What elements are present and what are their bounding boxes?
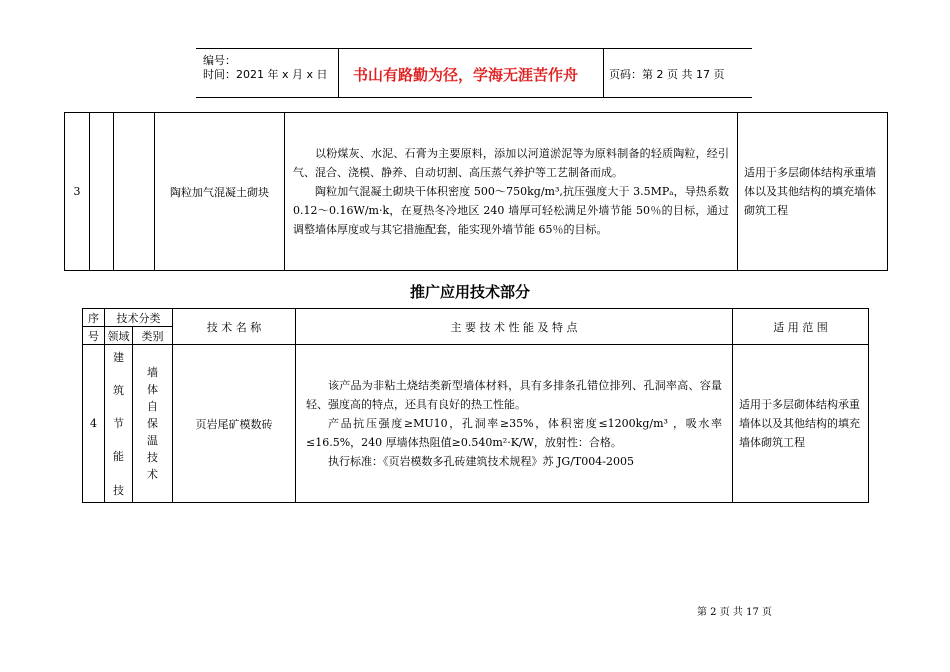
description-paragraph: 陶粒加气混凝土砌块干体积密度 500～750kg/m³,抗压强度大于 3.5MPₐ，导热系数 0.12～0.16W/m·k，在夏热冬冷地区 240 墙厚可轻松满足外墙节能 50％的目标，通过调整墙体厚度或与其它措施配套，能实现外墙节能 65％的目标。 (293, 185, 729, 236)
tech-description (296, 345, 733, 503)
header-field: 领域 (105, 327, 133, 345)
field-char: 建 (113, 350, 124, 364)
description-paragraph: 产品抗压强度≥MU10，孔洞率≥35%，体积密度≤1200kg/m³ ，吸水率≤16.5%，240 厚墙体热阻值≥0.540m²·K/W，放射性：合格。 (306, 417, 722, 449)
application-scope: 适用于多层砌体结构承重墙体以及其他结构的填充墙体砌筑工程 (738, 113, 888, 271)
table-row (83, 345, 869, 503)
type-char: 技 (147, 451, 158, 464)
table-row (65, 113, 888, 271)
description-paragraph: 该产品为非粘土烧结类新型墙体材料，具有多排条孔错位排列、孔洞率高、容量轻、强度高的特点，还具有良好的热工性能。 (306, 379, 722, 411)
header-seq-top: 序 (83, 309, 105, 327)
type-char: 自 (147, 400, 158, 413)
tech-table-continued (64, 112, 888, 271)
type-cell (133, 345, 173, 503)
header-divider-right (603, 48, 604, 97)
field-cell (90, 113, 114, 271)
tech-name: 页岩尾矿模数砖 (173, 345, 296, 503)
section-title: 推广应用技术部分 (410, 283, 531, 301)
header-type: 类别 (133, 327, 173, 345)
row-index: 3 (65, 113, 90, 271)
field-char: 筑 (113, 383, 124, 397)
type-char: 墙 (147, 366, 158, 379)
header-bottom-rule (196, 97, 752, 98)
type-char: 术 (147, 468, 158, 481)
tech-description (285, 113, 738, 271)
header-divider-left (338, 48, 339, 97)
field-char: 能 (113, 450, 124, 464)
header-motto: 书山有路勤为径，学海无涯苦作舟 (353, 66, 579, 84)
header-tech-name: 技 术 名 称 (173, 309, 296, 345)
description-paragraph: 执行标准：《页岩模数多孔砖建筑技术规程》苏 JG/T004-2005 (328, 455, 634, 468)
field-char: 技 (113, 483, 124, 497)
doc-number-label: 编号： (203, 54, 236, 67)
page-number-label: 页码：第 2 页 共 17 页 (609, 68, 725, 81)
type-char: 体 (147, 383, 158, 396)
header-features: 主 要 技 术 性 能 及 特 点 (296, 309, 733, 345)
type-char: 保 (147, 417, 158, 430)
application-scope: 适用于多层砌体结构承重墙体以及其他结构的填充墙体砌筑工程 (733, 345, 869, 503)
type-cell (114, 113, 155, 271)
description-paragraph: 以粉煤灰、水泥、石膏为主要原料，添加以河道淤泥等为原料制备的轻质陶粒，经引气、混合、浇模、静养、自动切割、高压蒸气养护等工艺制备而成。 (293, 147, 729, 179)
header-top-rule (196, 48, 752, 49)
tech-table (82, 308, 869, 503)
tech-name: 陶粒加气混凝土砌块 (155, 113, 285, 271)
header-category: 技术分类 (105, 309, 173, 327)
page-footer: 第 2 页 共 17 页 (697, 607, 772, 618)
table-header-row (83, 309, 869, 327)
doc-date-label: 时间：2021 年 x 月 x 日 (203, 68, 328, 81)
header-scope: 适 用 范 围 (733, 309, 869, 345)
type-char: 温 (147, 434, 158, 447)
header-seq-bottom: 号 (83, 327, 105, 345)
field-char: 节 (113, 417, 124, 430)
field-cell (105, 345, 133, 503)
row-index: 4 (83, 345, 105, 503)
